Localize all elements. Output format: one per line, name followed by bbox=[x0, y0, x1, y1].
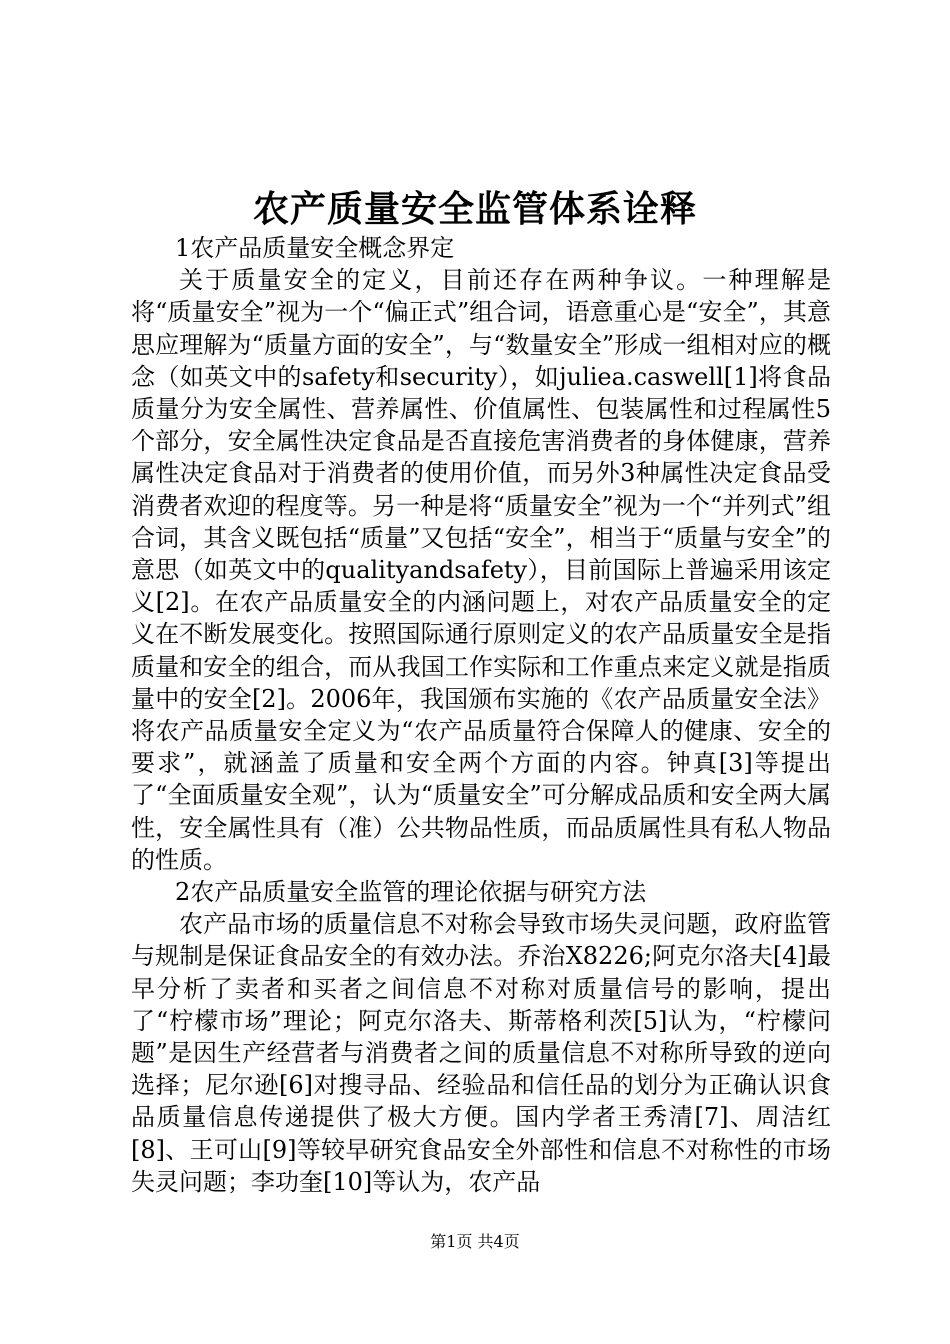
section-heading-1: 1农产品质量安全概念界定 bbox=[175, 234, 455, 262]
section-heading-2: 2农产品质量安全监管的理论依据与研究方法 bbox=[175, 878, 647, 907]
document-title: 农产质量安全监管体系诠释 bbox=[252, 188, 697, 230]
section-paragraph-2: 农产品市场的质量信息不对称会导致市场失灵问题，政府监管与规制是保证食品安全的有效办法。乔治X8226;阿克尔洛夫[4]最早分析了卖者和买者之间信息不对称对质量信号的影响，提出了“柠檬市场”理论；阿克尔洛夫、斯蒂格利茨[5]认为，“柠檬问题”是因生产经营者与消费者之间的质量信息不对称所导致的逆向选择；尼尔逊[6]对搜寻品、经验品和信任品的划分为正确认识食品质量信息传递提供了极大方便。国内学者王秀清[7]、周洁红[8]、王可山[9]等较早研究食品安全外部性和信息不对称性的市场失灵问题；李功奎[10]等认为，农产品 bbox=[131, 910, 831, 1196]
document-body bbox=[131, 232, 831, 1198]
page-number-footer: 第1页 共4页 bbox=[430, 1232, 520, 1251]
section-paragraph-1: 关于质量安全的定义，目前还存在两种争议。一种理解是将“质量安全”视为一个“偏正式”组合词，语意重心是“安全”，其意思应理解为“质量方面的安全”，与“数量安全”形成一组相对应的概念（如英文中的safety和security），如juliea.caswell[1]将食品质量分为安全属性、营养属性、价值属性、包装属性和过程属性5个部分，安全属性决定食品是否直接危害消费者的身体健康，营养属性决定食品对于消费者的使用价值，而另外3种属性决定食品受消费者欢迎的程度等。另一种是将“质量安全”视为一个“并列式”组合词，其含义既包括“质量”又包括“安全”，相当于“质量与安全”的意思（如英文中的qualityandsafety），目前国际上普遍采用该定义[2]。在农产品质量安全的内涵问题上，对农产品质量安全的定义在不断发展变化。按照国际通行原则定义的农产品质量安全是指质量和安全的组合，而从我国工作实际和工作重点来定义就是指质量中的安全[2]。2006年，我国颁布实施的《农产品质量安全法》将农产品质量安全定义为“农产品质量符合保障人的健康、安全的要求”，就涵盖了质量和安全两个方面的内容。钟真[3]等提出了“全面质量安全观”，认为“质量安全”可分解成品质和安全两大属性，安全属性具有（准）公共物品性质，而品质属性具有私人物品的性质。 bbox=[131, 266, 831, 874]
